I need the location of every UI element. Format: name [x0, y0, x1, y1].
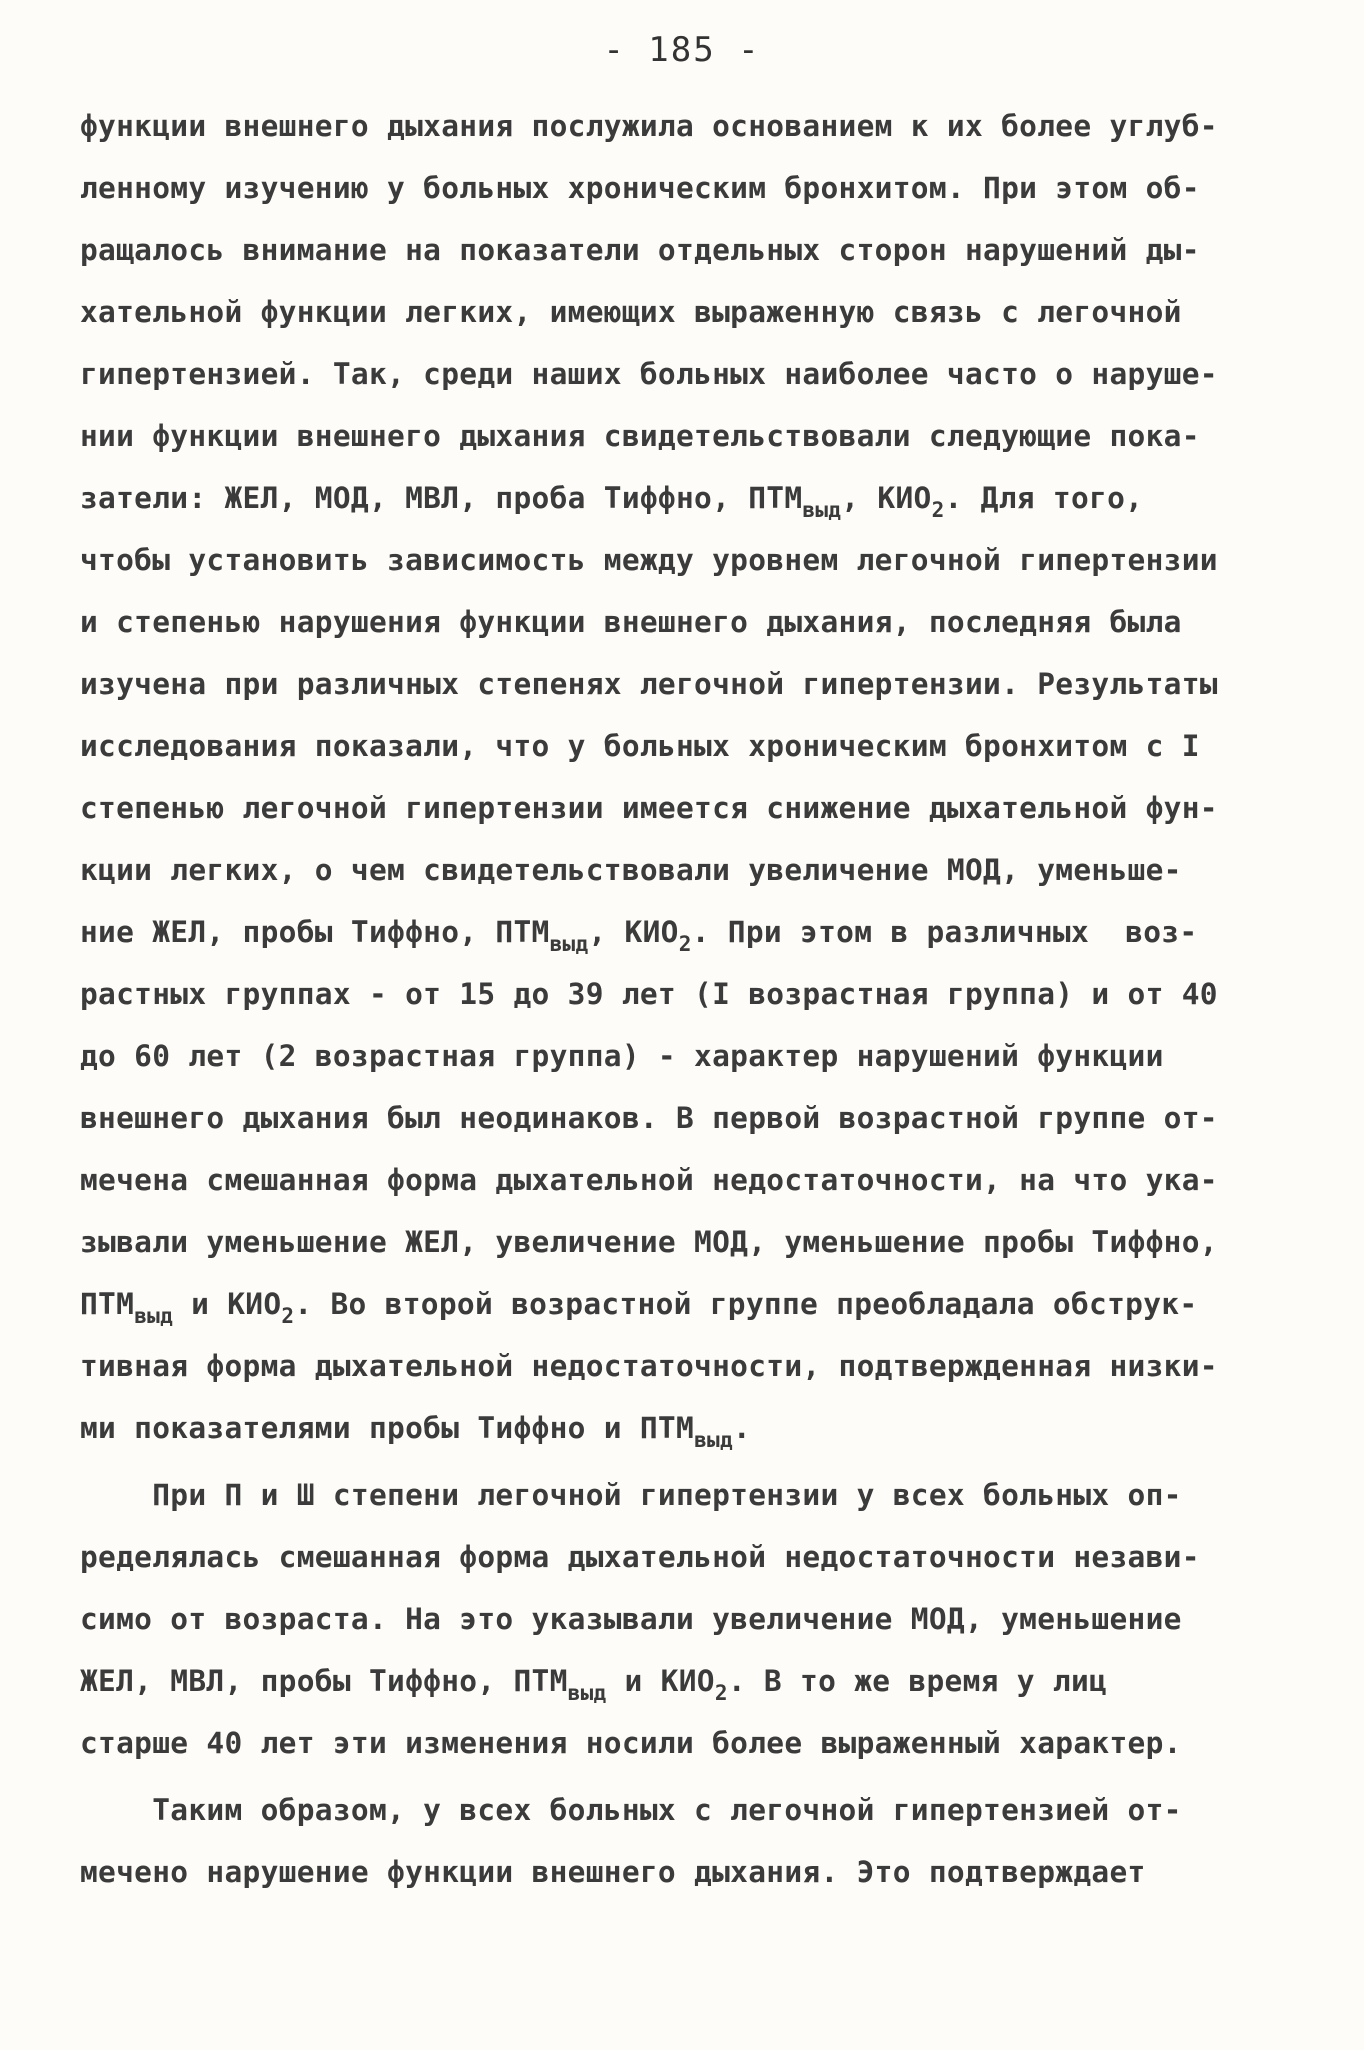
- text-line: [80, 1723, 1182, 1767]
- text-segment: . Для того,: [944, 481, 1144, 515]
- text-line: [80, 1408, 751, 1452]
- text-line: [80, 1222, 1218, 1266]
- text-segment: ПТМ: [80, 1287, 135, 1321]
- text-segment: функции внешнего дыхания послужила основанием к их более углуб-: [80, 109, 1218, 143]
- text-segment: хательной функции легких, имеющих выраженную связь с легочной: [80, 295, 1182, 329]
- text-line: [80, 1160, 1218, 1204]
- text-line: [80, 912, 1197, 956]
- text-segment: исследования показали, что у больных хроническим бронхитом с I: [80, 729, 1200, 763]
- text-line: [80, 1475, 1182, 1519]
- text-line: [80, 540, 1218, 584]
- text-segment: . Во второй возрастной группе преобладала обструк-: [294, 1287, 1198, 1321]
- text-line: [80, 292, 1182, 336]
- text-line: [80, 1537, 1200, 1581]
- subscript: выд: [134, 1304, 174, 1328]
- text-segment: и КИО: [606, 1664, 715, 1698]
- text-line: [80, 1661, 1107, 1705]
- text-line: [80, 1790, 1182, 1834]
- text-segment: ределялась смешанная форма дыхательной недостаточности незави-: [80, 1540, 1200, 1574]
- text-segment: , КИО: [588, 915, 679, 949]
- text-line: [80, 1599, 1182, 1643]
- text-segment: внешнего дыхания был неодинаков. В первой возрастной группе от-: [80, 1101, 1218, 1135]
- text-line: [80, 1284, 1197, 1328]
- text-line: [80, 168, 1200, 212]
- text-segment: затели: ЖЕЛ, МОД, МВЛ, проба Тиффно, ПТМ: [80, 481, 803, 515]
- text-segment: При П и Ш степени легочной гипертензии у всех больных оп-: [80, 1478, 1182, 1512]
- text-segment: чтобы установить зависимость между уровнем легочной гипертензии: [80, 543, 1218, 577]
- text-segment: и степенью нарушения функции внешнего дыхания, последняя была: [80, 605, 1182, 639]
- text-segment: . При этом в различных воз-: [691, 915, 1198, 949]
- text-segment: и КИО: [173, 1287, 282, 1321]
- text-segment: симо от возраста. На это указывали увеличение МОД, уменьшение: [80, 1602, 1182, 1636]
- subscript: 2: [714, 1681, 728, 1705]
- text-segment: степенью легочной гипертензии имеется снижение дыхательной фун-: [80, 791, 1218, 825]
- text-segment: мечено нарушение функции внешнего дыхания. Это подтверждает: [80, 1855, 1146, 1889]
- text-line: [80, 602, 1182, 646]
- text-segment: зывали уменьшение ЖЕЛ, увеличение МОД, уменьшение пробы Тиффно,: [80, 1225, 1218, 1259]
- text-line: [80, 974, 1218, 1018]
- subscript: выд: [802, 498, 842, 522]
- text-line: [80, 850, 1182, 894]
- text-segment: Таким образом, у всех больных с легочной гипертензией от-: [80, 1793, 1182, 1827]
- text-line: [80, 1036, 1164, 1080]
- text-line: [80, 416, 1200, 460]
- text-segment: старше 40 лет эти изменения носили более выраженный характер.: [80, 1726, 1182, 1760]
- text-segment: до 60 лет (2 возрастная группа) - характер нарушений функции: [80, 1039, 1164, 1073]
- subscript: выд: [549, 932, 589, 956]
- text-segment: ние ЖЕЛ, пробы Тиффно, ПТМ: [80, 915, 550, 949]
- text-segment: .: [732, 1411, 751, 1445]
- text-line: [80, 726, 1200, 770]
- text-line: [80, 664, 1218, 708]
- text-line: [80, 354, 1218, 398]
- text-segment: растных группах - от 15 до 39 лет (I возрастная группа) и от 40: [80, 977, 1218, 1011]
- text-segment: ми показателями пробы Тиффно и ПТМ: [80, 1411, 695, 1445]
- text-segment: гипертензией. Так, среди наших больных наиболее часто о наруше-: [80, 357, 1218, 391]
- text-line: [80, 106, 1218, 150]
- subscript: 2: [678, 932, 692, 956]
- page-number: - 185 -: [603, 30, 761, 70]
- text-segment: тивная форма дыхательной недостаточности, подтвержденная низки-: [80, 1349, 1218, 1383]
- text-segment: мечена смешанная форма дыхательной недостаточности, на что ука-: [80, 1163, 1218, 1197]
- text-line: [80, 1852, 1146, 1896]
- text-line: [80, 1098, 1218, 1142]
- text-segment: изучена при различных степенях легочной гипертензии. Результаты: [80, 667, 1218, 701]
- text-line: [80, 230, 1200, 274]
- text-segment: кции легких, о чем свидетельствовали увеличение МОД, уменьше-: [80, 853, 1182, 887]
- text-line: [80, 478, 1143, 522]
- text-segment: ленному изучению у больных хроническим бронхитом. При этом об-: [80, 171, 1200, 205]
- subscript: 2: [931, 498, 945, 522]
- subscript: 2: [281, 1304, 295, 1328]
- text-line: [80, 1346, 1218, 1390]
- text-segment: . В то же время у лиц: [727, 1664, 1108, 1698]
- text-segment: , КИО: [841, 481, 932, 515]
- subscript: выд: [694, 1428, 733, 1452]
- text-segment: нии функции внешнего дыхания свидетельствовали следующие пока-: [80, 419, 1200, 453]
- subscript: выд: [567, 1681, 607, 1705]
- text-line: [80, 788, 1218, 832]
- text-segment: ЖЕЛ, МВЛ, пробы Тиффно, ПТМ: [80, 1664, 568, 1698]
- text-segment: ращалось внимание на показатели отдельных сторон нарушений ды-: [80, 233, 1200, 267]
